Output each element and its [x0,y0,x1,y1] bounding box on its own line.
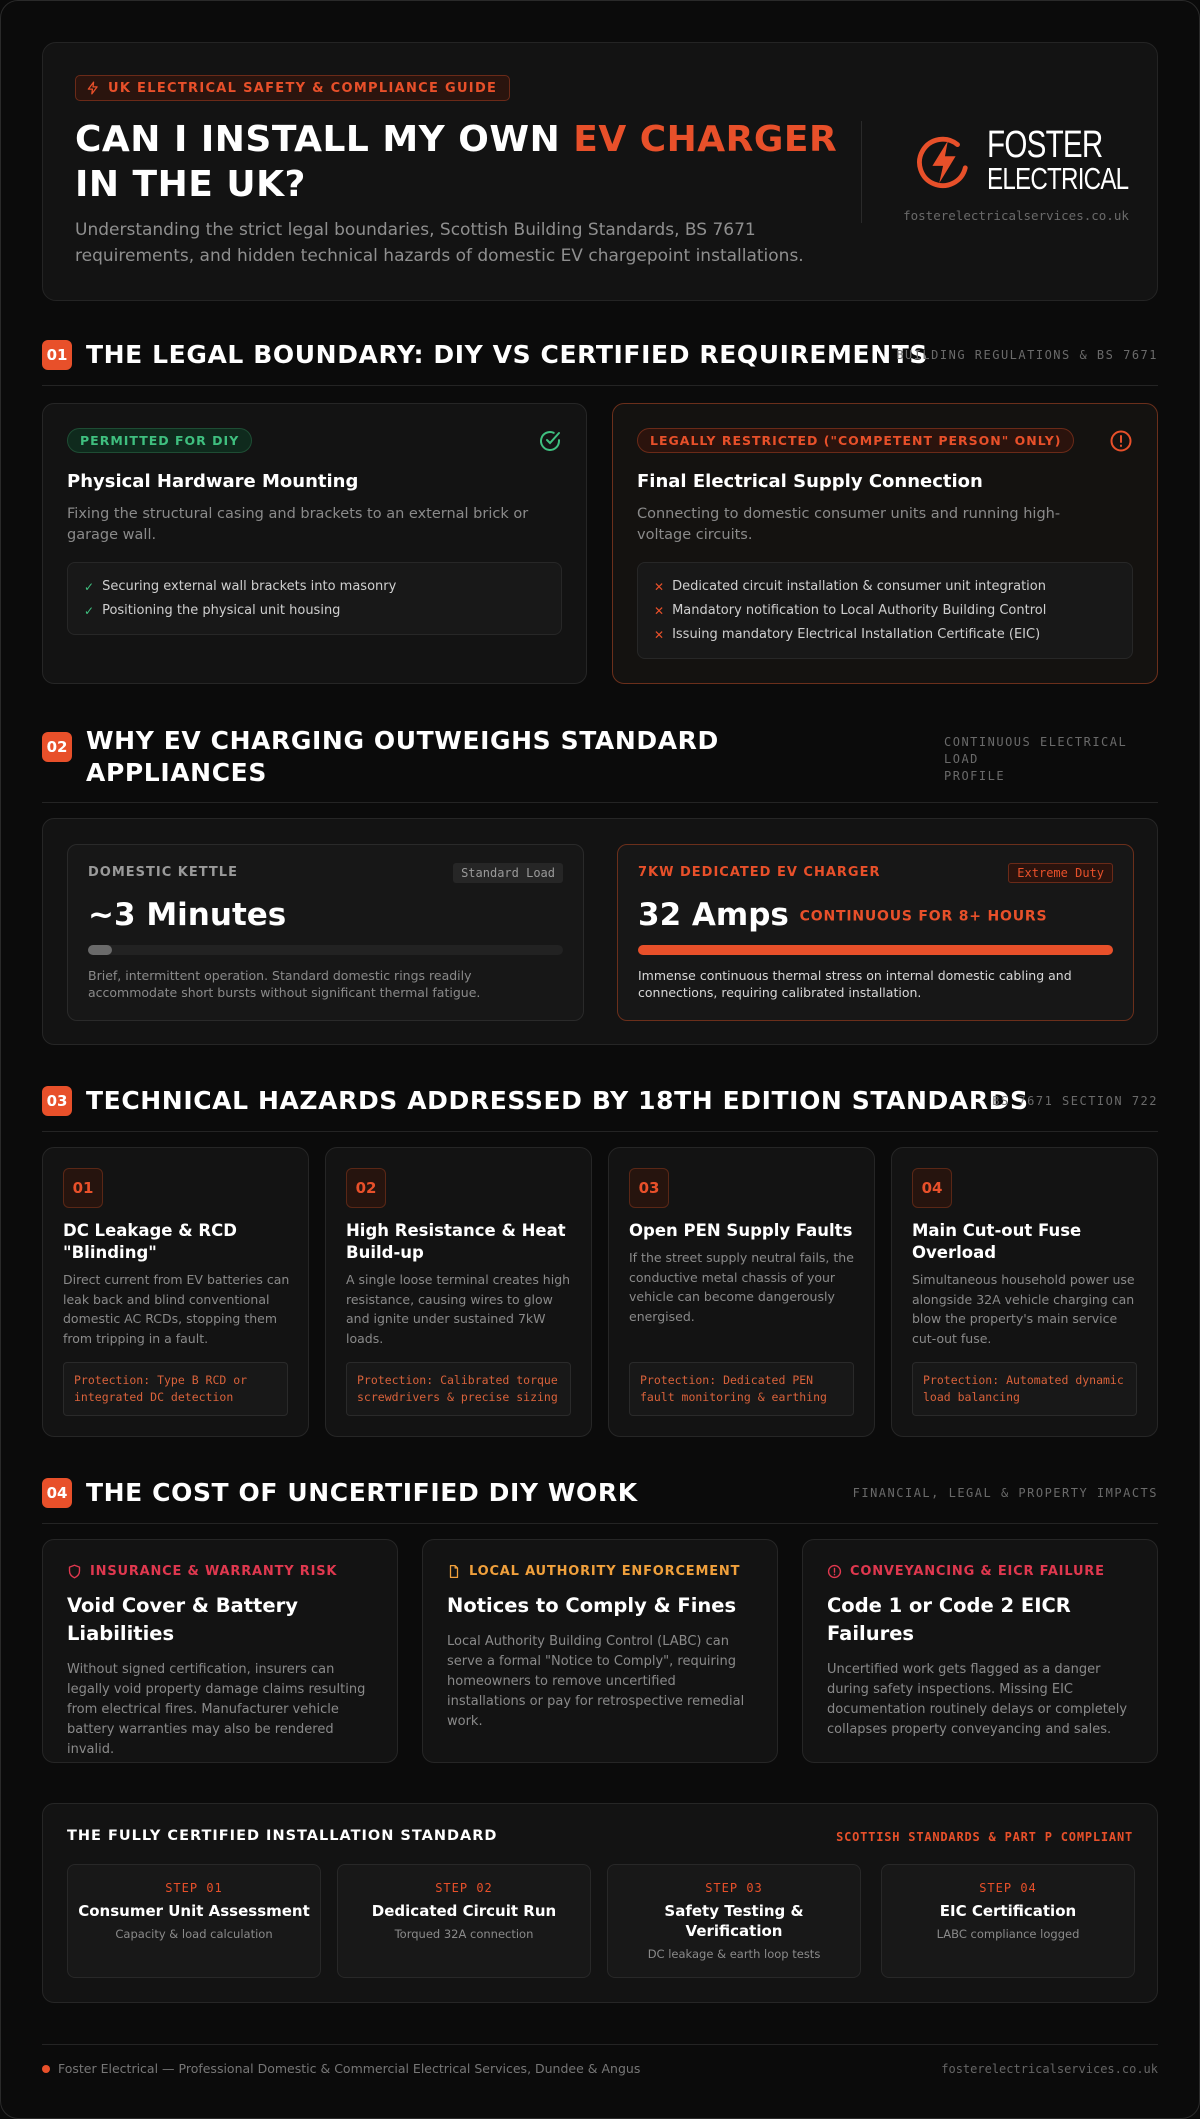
list-item: ✓ Positioning the physical unit housing [84,603,341,618]
cost-card-conveyancing [802,1539,1158,1763]
logo-bolt-icon [915,133,973,191]
section-1-title: THE LEGAL BOUNDARY: DIY VS CERTIFIED REQUIREMENTS [86,340,928,369]
lightning-icon [86,81,100,95]
diy-badge: PERMITTED FOR DIY [67,428,252,453]
restricted-title: Final Electrical Supply Connection [637,471,983,492]
check-icon: ✓ [84,603,95,618]
certified-title: THE FULLY CERTIFIED INSTALLATION STANDARD [67,1828,498,1844]
charger-load-panel [617,844,1134,1021]
alert-circle-icon [827,1564,842,1579]
step-card [337,1864,591,1978]
hazard-number: 03 [629,1168,669,1208]
diy-description: Fixing the structural casing and brackets to an external brick or garage wall. [67,506,529,543]
hazard-title: High Resistance & Heat Build-up [346,1221,566,1262]
step-number: STEP 03 [705,1881,763,1895]
cost-card-enforcement [422,1539,778,1763]
title-part-1: CAN I INSTALL MY OWN [75,119,574,160]
charger-label: 7KW DEDICATED EV CHARGER [638,865,881,880]
kettle-value: ~3 Minutes [88,897,287,933]
restricted-card [612,403,1158,684]
section-1-number: 01 [42,340,72,370]
section-3-number: 03 [42,1086,72,1116]
title-part-2: IN THE UK? [75,164,306,205]
step-description: Capacity & load calculation [115,1927,273,1941]
list-item: ✕ Dedicated circuit installation & consumer unit integration [654,579,1046,594]
header-divider [861,121,862,223]
cost-title: Code 1 or Code 2 EICR Failures [827,1594,1071,1645]
certified-tag: SCOTTISH STANDARDS & PART P COMPLIANT [836,1830,1133,1844]
hazard-number: 04 [912,1168,952,1208]
cost-card-insurance [42,1539,398,1763]
title-highlight: EV CHARGER [573,119,838,160]
hazard-protection: Protection: Type B RCD or integrated DC detection [63,1362,288,1416]
cost-description: Without signed certification, insurers can legally void property damage claims resulting from electrical fires. Manufacturer vehicle battery warranties may also be rendered invalid. [67,1662,366,1757]
hazard-description: A single loose terminal creates high resistance, causing wires to glow and ignite under sustained 7kW loads. [346,1272,571,1346]
foster-electrical-logo [913,123,1133,196]
restricted-description: Connecting to domestic consumer units and running high-voltage circuits. [637,506,1061,543]
section-1-tag: BUILDING REGULATIONS & BS 7671 [896,348,1158,362]
cost-label: CONVEYANCING & EICR FAILURE [827,1564,1105,1579]
step-number: STEP 04 [979,1881,1037,1895]
page-subtitle: Understanding the strict legal boundaries, Scottish Building Standards, BS 7671 requirements, and hidden technical hazards of domestic EV chargepoint installations. [75,220,804,266]
step-description: DC leakage & earth loop tests [647,1947,821,1961]
section-2-title-line-1: WHY EV CHARGING OUTWEIGHS STANDARD [86,726,719,755]
cross-icon: ✕ [654,603,665,618]
cross-icon: ✕ [654,627,665,642]
charger-description: Immense continuous thermal stress on internal domestic cabling and connections, requiring calibrated installation. [638,968,1072,1000]
charger-load-bar-fill [638,945,1113,955]
diy-card [42,403,587,684]
step-number: STEP 02 [435,1881,493,1895]
check-circle-icon [538,429,562,453]
section-3-header [42,1086,1158,1132]
step-description: Torqued 32A connection [394,1927,534,1941]
kettle-load-bar [88,945,563,955]
cost-title: Void Cover & Battery Liabilities [67,1594,298,1645]
hazard-card [42,1147,309,1437]
alert-circle-icon [1109,429,1133,453]
cost-label: LOCAL AUTHORITY ENFORCEMENT [447,1564,740,1579]
kettle-label: DOMESTIC KETTLE [88,865,238,880]
document-icon [447,1564,461,1579]
header-website-url: fosterelectricalservices.co.uk [903,208,1129,223]
hazard-description: Simultaneous household power use alongside 32A vehicle charging can blow the property's main service cut-out fuse. [912,1272,1135,1346]
hazards-grid [42,1147,1158,1437]
charger-load-bar [638,945,1113,955]
section-2-title-line-2: APPLIANCES [86,758,267,787]
hazard-description: Direct current from EV batteries can leak back and blind conventional domestic AC RCDs, stopping them from tripping in a fault. [63,1272,290,1346]
hazard-card [325,1147,592,1437]
step-title: Dedicated Circuit Run [371,1902,557,1920]
footer-text: Foster Electrical — Professional Domestic & Commercial Electrical Services, Dundee & Angus [58,2061,641,2076]
section-2-header [42,725,1158,803]
step-title: Consumer Unit Assessment [78,1902,310,1920]
page-title [75,117,875,207]
cost-label: INSURANCE & WARRANTY RISK [67,1564,337,1579]
section-4-title: THE COST OF UNCERTIFIED DIY WORK [86,1478,638,1507]
hazard-title: DC Leakage & RCD "Blinding" [63,1221,237,1262]
cost-description: Uncertified work gets flagged as a danger during safety inspections. Missing EIC documentation routinely delays or completely collapses property conveyancing and sales. [827,1662,1128,1737]
shield-icon [67,1564,82,1579]
footer-company [42,2061,640,2076]
cross-icon: ✕ [654,579,665,594]
diy-title: Physical Hardware Mounting [67,471,359,492]
charger-load-tag: Extreme Duty [1008,863,1113,883]
kettle-description: Brief, intermittent operation. Standard domestic rings readily accommodate short bursts without significant thermal fatigue. [88,968,481,1000]
cost-grid [42,1539,1158,1763]
section-4-number: 04 [42,1478,72,1508]
guide-badge-label: UK ELECTRICAL SAFETY & COMPLIANCE GUIDE [108,80,498,96]
hazard-title: Open PEN Supply Faults [629,1221,853,1240]
hazard-protection: Protection: Dedicated PEN fault monitoring & earthing [629,1362,854,1416]
cost-title: Notices to Comply & Fines [447,1594,737,1617]
restricted-items-box [637,562,1133,659]
hero-header [42,42,1158,301]
load-comparison-card [42,818,1158,1045]
logo-text-foster: FOSTER [987,124,1103,166]
list-item: ✕ Issuing mandatory Electrical Installation Certificate (EIC) [654,627,1041,642]
step-number: STEP 01 [165,1881,223,1895]
guide-badge [75,75,510,101]
section-2-title [86,725,719,789]
list-item: ✕ Mandatory notification to Local Authority Building Control [654,603,1047,618]
hazard-title: Main Cut-out Fuse Overload [912,1221,1082,1262]
step-card [607,1864,861,1978]
page-footer [42,2044,1158,2090]
step-title: Safety Testing & Verification [664,1902,804,1940]
section-3-title: TECHNICAL HAZARDS ADDRESSED BY 18TH EDITION STANDARDS [86,1086,1029,1115]
section-2-tag: CONTINUOUS ELECTRICAL LOAD PROFILE [944,735,1128,783]
step-card [67,1864,321,1978]
section-3-tag: BS 7671 SECTION 722 [992,1094,1158,1108]
diy-items-box [67,562,562,635]
kettle-load-tag: Standard Load [453,863,563,883]
section-4-header [42,1478,1158,1524]
status-dot-icon [42,2065,50,2073]
list-item: ✓ Securing external wall brackets into masonry [84,579,397,594]
hazard-number: 01 [63,1168,103,1208]
hazard-protection: Protection: Automated dynamic load balancing [912,1362,1137,1416]
section-2-number: 02 [42,732,72,762]
hazard-card [608,1147,875,1437]
footer-website-link[interactable]: fosterelectricalservices.co.uk [941,2062,1158,2076]
step-title: EIC Certification [939,1902,1077,1920]
hazard-protection: Protection: Calibrated torque screwdrivers & precise sizing [346,1362,571,1416]
section-1-header [42,340,1158,386]
page-content [42,42,1158,2076]
section-4-tag: FINANCIAL, LEGAL & PROPERTY IMPACTS [852,1486,1158,1500]
check-icon: ✓ [84,579,95,594]
hazard-description: If the street supply neutral fails, the conductive metal chassis of your vehicle can become dangerously energised. [629,1250,854,1324]
charger-value: 32 Amps CONTINUOUS FOR 8+ HOURS [638,897,1048,933]
hazard-number: 02 [346,1168,386,1208]
cost-description: Local Authority Building Control (LABC) can serve a formal "Notice to Comply", requiring homeowners to remove uncertified installations or pay for retrospective remedial work. [447,1634,745,1729]
charger-value-suffix: CONTINUOUS FOR 8+ HOURS [799,908,1048,925]
step-card [881,1864,1135,1978]
step-description: LABC compliance logged [936,1927,1080,1941]
certified-standard-panel [42,1803,1158,2003]
hazard-card [891,1147,1158,1437]
kettle-load-panel [67,844,584,1021]
logo-text-electrical: ELECTRICAL [987,161,1129,196]
kettle-load-bar-fill [88,945,112,955]
restricted-badge: LEGALLY RESTRICTED ("COMPETENT PERSON" ONLY) [637,428,1074,453]
